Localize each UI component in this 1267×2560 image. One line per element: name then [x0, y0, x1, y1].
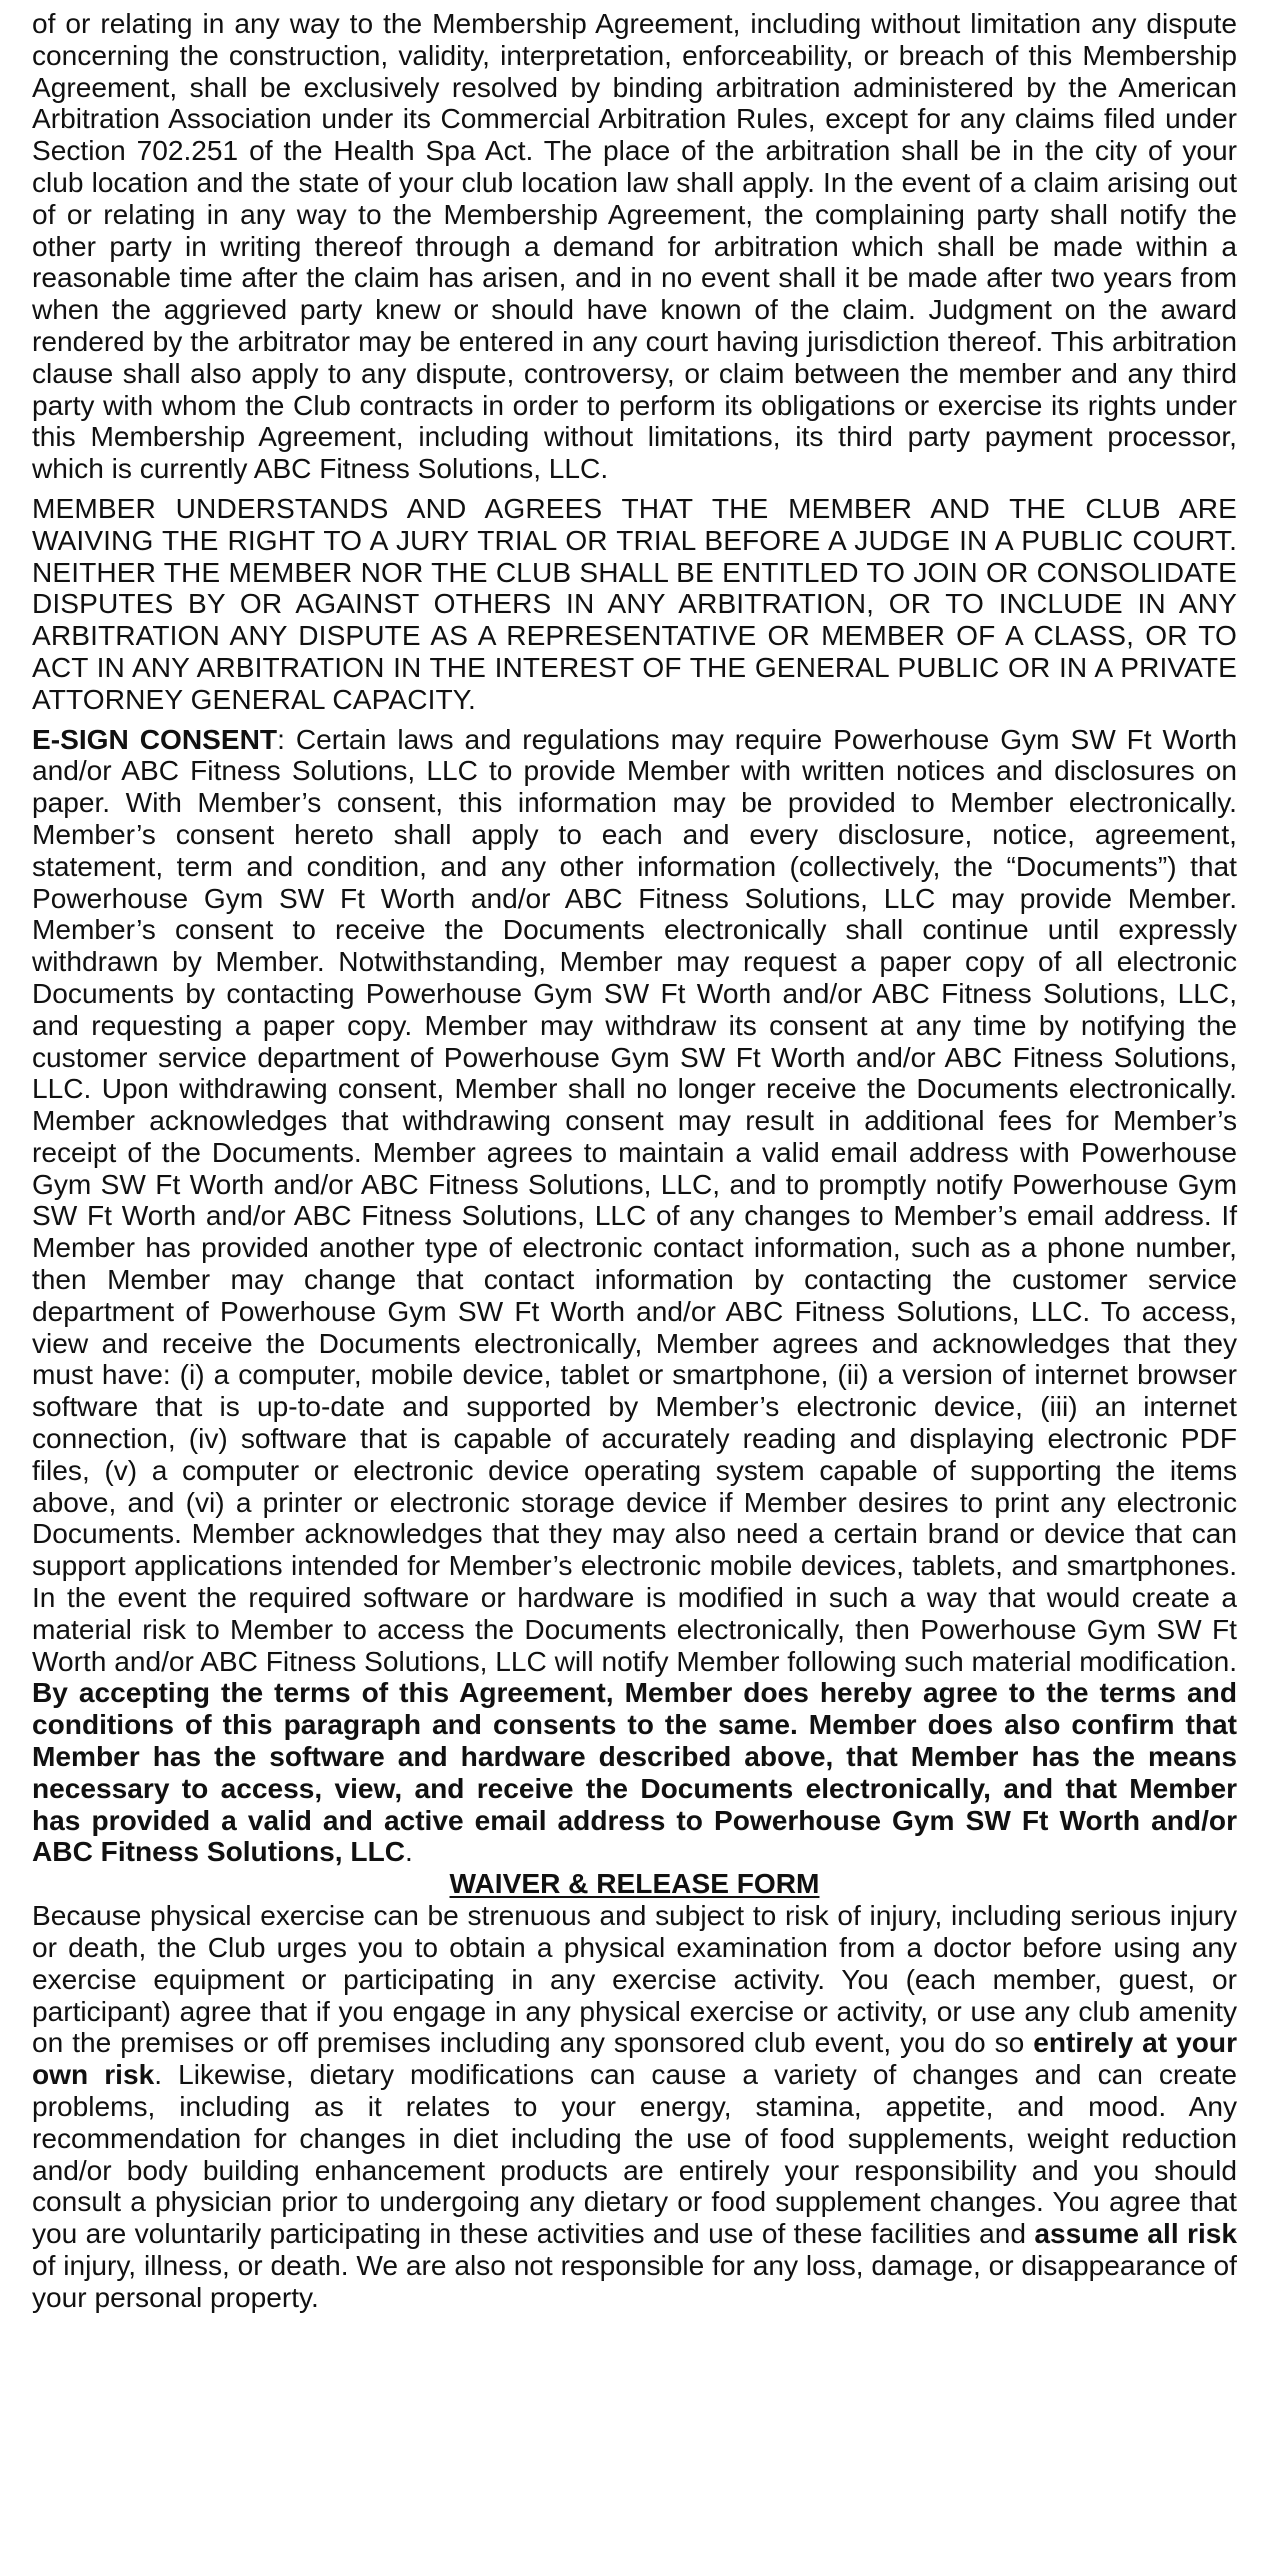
jury-waiver-text: MEMBER UNDERSTANDS AND AGREES THAT THE MEMBER AND THE CLUB ARE WAIVING THE RIGHT TO A JURY TRIAL OR TRIAL BEFORE A JUDGE IN A PUBLIC COURT. NEITHER THE MEMBER NOR THE CLUB SHALL BE ENTITLED TO JOIN OR CONSOLIDATE DISPUTES BY OR AGAINST OTHERS IN ANY ARBITRATION, OR TO INCLUDE IN ANY ARBITRATION ANY DISPUTE AS A REPRESENTATIVE OR MEMBER OF A CLASS, OR TO ACT IN ANY ARBITRATION IN THE INTEREST OF THE GENERAL PUBLIC OR IN A PRIVATE ATTORNEY GENERAL CAPACITY.: [32, 492, 1237, 715]
arbitration-paragraph: [32, 8, 1237, 485]
waiver-text-1: Because physical exercise can be strenuous and subject to risk of injury, including serious injury or death, the Club urges you to obtain a physical examination from a doctor before using any exercise equipment or participating in any exercise activity. You (each member, guest, or participant) agree that if you engage in any physical exercise or activity, or use any club amenity on the premises or off premises including any sponsored club event, you do so: [32, 1900, 1237, 2059]
arbitration-text: of or relating in any way to the Membership Agreement, including without limitation any dispute concerning the construction, validity, interpretation, enforceability, or breach of this Membership Agreement, shall be exclusively resolved by binding arbitration administered by the American Arbitration Association under its Commercial Arbitration Rules, except for any claims filed under Section 702.251 of the Health Spa Act. The place of the arbitration shall be in the city of your club location and the state of your club location law shall apply. In the event of a claim arising out of or relating in any way to the Membership Agreement, the complaining party shall notify the other party in writing thereof through a demand for arbitration which shall be made within a reasonable time after the claim has arisen, and in no event shall it be made after two years from when the aggrieved party knew or should have known of the claim. Judgment on the award rendered by the arbitrator may be entered in any court having jurisdiction thereof. This arbitration clause shall also apply to any dispute, controversy, or claim between the member and any third party with whom the Club contracts in order to perform its obligations or exercise its rights under this Membership Agreement, including without limitations, its third party payment processor, which is currently ABC Fitness Solutions, LLC.: [32, 8, 1237, 485]
waiver-paragraph: [32, 1900, 1237, 2313]
esign-acceptance-text: By accepting the terms of this Agreement, Member does hereby agree to the terms and conditions of this paragraph and consents to the same. Member does also confirm that Member has the software and hardware described above, that Member has the means necessary to access, view, and receive the Documents electronically, and that Member has provided a valid and active email address to Powerhouse Gym SW Ft Worth and/or ABC Fitness Solutions, LLC: [32, 1677, 1237, 1868]
esign-end-punctuation: .: [405, 1836, 413, 1868]
waiver-own-risk-text: entirely at your own risk: [32, 2027, 1238, 2091]
jury-waiver-paragraph: [32, 493, 1237, 716]
esign-heading: E-SIGN CONSENT: [32, 723, 278, 755]
esign-consent-paragraph: [32, 724, 1237, 1869]
waiver-text-2: . Likewise, dietary modifications can cause a variety of changes and can create problems, including as it relates to your energy, stamina, appetite, and mood. Any recommendation for changes in diet including the use of food supplements, weight reduction and/or body building enhancement products are entirely your responsibility and you should consult a physician prior to undergoing any dietary or food supplement changes. You agree that you are voluntarily participating in these activities and use of these facilities and: [32, 2059, 1237, 2250]
esign-text: : Certain laws and regulations may require Powerhouse Gym SW Ft Worth and/or ABC Fitness Solutions, LLC to provide Member with written notices and disclosures on paper. With Member’s consent, this information may be provided to Member electronically. Member’s consent hereto shall apply to each and every disclosure, notice, agreement, statement, term and condition, and any other information (collectively, the “Documents”) that Powerhouse Gym SW Ft Worth and/or ABC Fitness Solutions, LLC may provide Member. Member’s consent to receive the Documents electronically shall continue until expressly withdrawn by Member. Notwithstanding, Member may request a paper copy of all electronic Documents by contacting Powerhouse Gym SW Ft Worth and/or ABC Fitness Solutions, LLC, and requesting a paper copy. Member may withdraw its consent at any time by notifying the customer service department of Powerhouse Gym SW Ft Worth and/or ABC Fitness Solutions, LLC. Upon withdrawing consent, Member shall no longer receive the Documents electronically. Member acknowledges that withdrawing consent may result in additional fees for Member’s receipt of the Documents. Member agrees to maintain a valid email address with Powerhouse Gym SW Ft Worth and/or ABC Fitness Solutions, LLC, and to promptly notify Powerhouse Gym SW Ft Worth and/or ABC Fitness Solutions, LLC of any changes to Member’s email address. If Member has provided another type of electronic contact information, such as a phone number, then Member may change that contact information by contacting the customer service department of Powerhouse Gym SW Ft Worth and/or ABC Fitness Solutions, LLC. To access, view and receive the Documents electronically, Member agrees and acknowledges that they must have: (i) a computer, mobile device, tablet or smartphone, (ii) a version of internet browser software that is up-to-date and supported by Member’s electronic device, (iii) an internet connection, (iv) software that is capable of accurately reading and displaying electronic PDF files, (v) a computer or electronic device operating system capable of supporting the items above, and (vi) a printer or electronic storage device if Member desires to print any electronic Documents. Member acknowledges that they may also need a certain brand or device that can support applications intended for Member’s electronic mobile devices, tablets, and smartphones. In the event the required software or hardware is modified in such a way that would create a material risk to Member to access the Documents electronically, then Powerhouse Gym SW Ft Worth and/or ABC Fitness Solutions, LLC will notify Member following such material modification.: [32, 723, 1237, 1677]
waiver-section-title: WAIVER & RELEASE FORM: [449, 1868, 820, 1900]
waiver-assume-risk-text: assume all risk: [1034, 2218, 1237, 2250]
waiver-text-3: of injury, illness, or death. We are also not responsible for any loss, damage, or disappearance of your personal property.: [32, 2249, 1237, 2313]
